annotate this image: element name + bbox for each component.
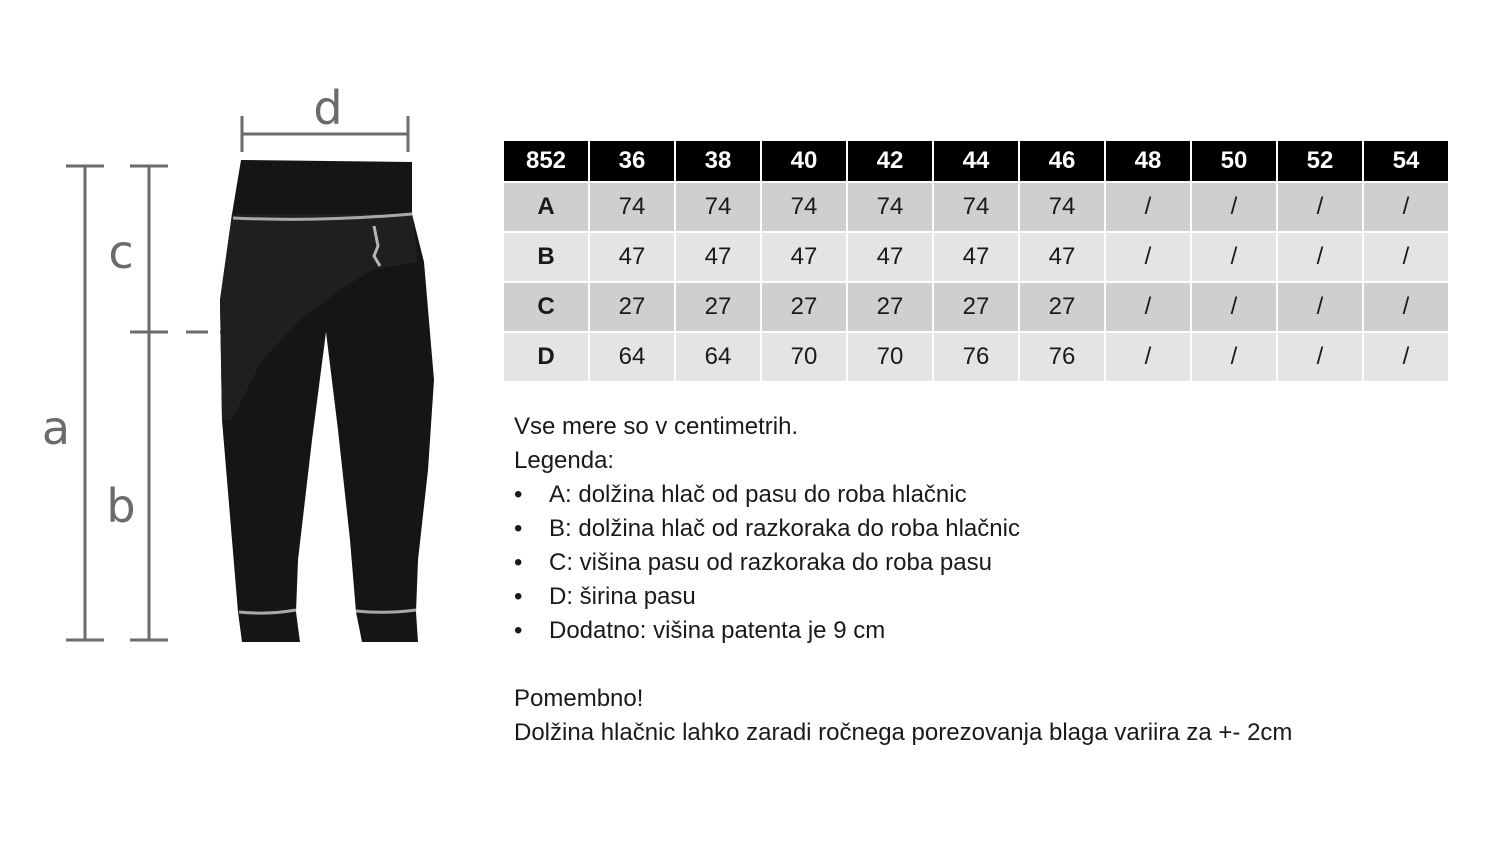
table-cell: / bbox=[1363, 282, 1449, 332]
table-cell: 27 bbox=[761, 282, 847, 332]
table-cell: 70 bbox=[847, 332, 933, 382]
bullet-icon: • bbox=[514, 583, 523, 610]
legend-item-text: A: dolžina hlač od pasu do roba hlačnic bbox=[549, 481, 967, 508]
important-text: Dolžina hlačnic lahko zaradi ročnega porezovanja blaga variira za +- 2cm bbox=[514, 719, 1293, 746]
size-table-header-cell: 46 bbox=[1019, 140, 1105, 182]
size-table-header-cell: 852 bbox=[503, 140, 589, 182]
table-cell: 76 bbox=[933, 332, 1019, 382]
table-row-label: B bbox=[503, 232, 589, 282]
table-cell: / bbox=[1105, 282, 1191, 332]
units-note: Vse mere so v centimetrih. bbox=[514, 413, 799, 440]
table-cell: 47 bbox=[675, 232, 761, 282]
table-cell: / bbox=[1277, 232, 1363, 282]
table-cell: 47 bbox=[847, 232, 933, 282]
table-cell: 27 bbox=[933, 282, 1019, 332]
table-cell: 47 bbox=[589, 232, 675, 282]
table-cell: 74 bbox=[847, 182, 933, 232]
table-row-label: A bbox=[503, 182, 589, 232]
table-cell: 47 bbox=[1019, 232, 1105, 282]
table-cell: / bbox=[1277, 332, 1363, 382]
legend-list bbox=[514, 478, 1292, 648]
bullet-icon: • bbox=[514, 617, 523, 644]
table-cell: / bbox=[1363, 182, 1449, 232]
size-table-header-cell: 36 bbox=[589, 140, 675, 182]
notes-block bbox=[514, 410, 1292, 750]
bullet-icon: • bbox=[514, 515, 523, 542]
table-cell: 47 bbox=[933, 232, 1019, 282]
table-cell: / bbox=[1363, 232, 1449, 282]
bullet-icon: • bbox=[514, 481, 523, 508]
legend-item-text: C: višina pasu od razkoraka do roba pasu bbox=[549, 549, 992, 576]
legend-item-text: D: širina pasu bbox=[549, 583, 696, 610]
table-cell: / bbox=[1191, 182, 1277, 232]
table-row bbox=[503, 282, 1449, 332]
table-cell: 74 bbox=[675, 182, 761, 232]
table-cell: / bbox=[1105, 332, 1191, 382]
important-title: Pomembno! bbox=[514, 685, 644, 712]
table-cell: 27 bbox=[847, 282, 933, 332]
table-cell: 27 bbox=[1019, 282, 1105, 332]
pants-diagram bbox=[0, 0, 470, 700]
legend-item-text: B: dolžina hlač od razkoraka do roba hlačnic bbox=[549, 515, 1020, 542]
bullet-icon: • bbox=[514, 549, 523, 576]
table-cell: / bbox=[1191, 282, 1277, 332]
size-table-header-cell: 38 bbox=[675, 140, 761, 182]
table-row bbox=[503, 232, 1449, 282]
table-cell: 74 bbox=[761, 182, 847, 232]
table-cell: 27 bbox=[589, 282, 675, 332]
label-a: a bbox=[41, 401, 71, 455]
size-table-header-cell: 48 bbox=[1105, 140, 1191, 182]
legend-title: Legenda: bbox=[514, 447, 615, 474]
table-cell: / bbox=[1105, 182, 1191, 232]
table-row-label: C bbox=[503, 282, 589, 332]
table-cell: 47 bbox=[761, 232, 847, 282]
table-cell: / bbox=[1191, 332, 1277, 382]
size-table-header-row bbox=[503, 140, 1449, 182]
size-table-header-cell: 42 bbox=[847, 140, 933, 182]
size-table-header-cell: 52 bbox=[1277, 140, 1363, 182]
table-cell: 74 bbox=[1019, 182, 1105, 232]
table-cell: 64 bbox=[589, 332, 675, 382]
size-table bbox=[502, 139, 1450, 383]
label-b: b bbox=[106, 479, 136, 533]
table-cell: 74 bbox=[933, 182, 1019, 232]
table-cell: / bbox=[1191, 232, 1277, 282]
size-table-header-cell: 44 bbox=[933, 140, 1019, 182]
table-row bbox=[503, 182, 1449, 232]
table-cell: 70 bbox=[761, 332, 847, 382]
table-cell: / bbox=[1277, 282, 1363, 332]
label-c: c bbox=[108, 225, 134, 279]
table-cell: / bbox=[1363, 332, 1449, 382]
label-d: d bbox=[313, 81, 343, 135]
size-table-header-cell: 54 bbox=[1363, 140, 1449, 182]
table-cell: / bbox=[1105, 232, 1191, 282]
list-item bbox=[514, 512, 1292, 546]
pants-illustration bbox=[220, 160, 434, 642]
table-cell: / bbox=[1277, 182, 1363, 232]
legend-item-text: Dodatno: višina patenta je 9 cm bbox=[549, 617, 886, 644]
table-row-label: D bbox=[503, 332, 589, 382]
size-table-header-cell: 40 bbox=[761, 140, 847, 182]
list-item bbox=[514, 478, 1292, 512]
list-item bbox=[514, 580, 1292, 614]
table-row bbox=[503, 332, 1449, 382]
table-cell: 64 bbox=[675, 332, 761, 382]
table-cell: 74 bbox=[589, 182, 675, 232]
size-table-header-cell: 50 bbox=[1191, 140, 1277, 182]
table-cell: 76 bbox=[1019, 332, 1105, 382]
list-item bbox=[514, 546, 1292, 580]
table-cell: 27 bbox=[675, 282, 761, 332]
list-item bbox=[514, 614, 1292, 648]
